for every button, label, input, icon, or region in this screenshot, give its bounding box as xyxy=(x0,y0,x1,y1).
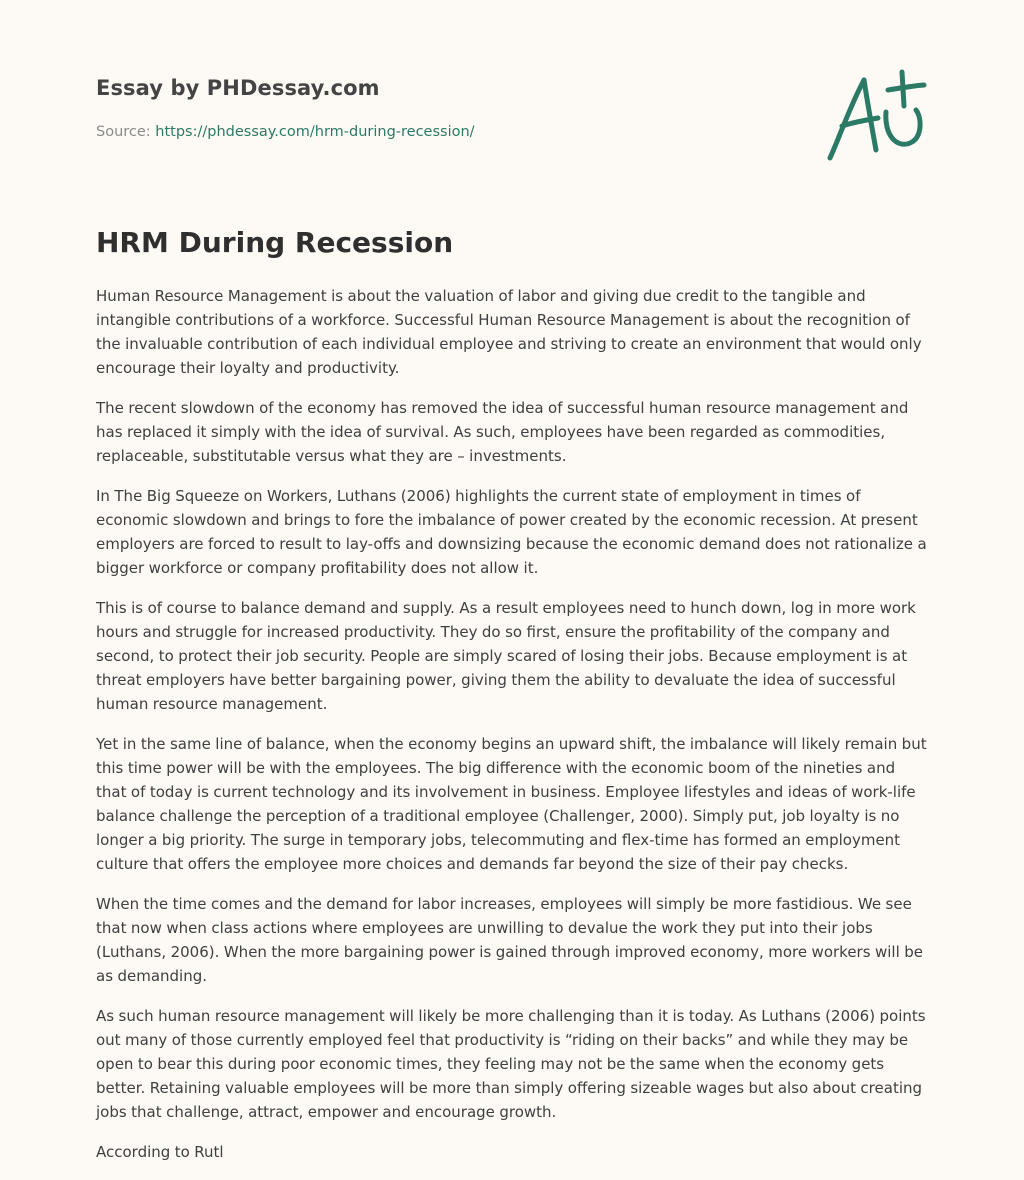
essay-paragraph: As such human resource management will likely be more challenging than it is today. As Luthans (2006) points out many of those currently employed feel that productivity is “riding on their backs” and while they may be open to bear this during poor economic times, they feeling may not be the same when the economy gets better. Retaining valuable employees will be more than simply offering sizeable wages but also about creating jobs that challenge, attract, empower and encourage growth. xyxy=(96,1007,926,1121)
essay-body xyxy=(96,284,928,1180)
essay-paragraph: Yet in the same line of balance, when the economy begins an upward shift, the imbalance will likely remain but this time power will be with the employees. The big difference with the economic boom of the nineties and that of today is current technology and its involvement in business. Employee lifestyles and ideas of work-life balance challenge the perception of a traditional employee (Challenger, 2000). Simply put, job loyalty is no longer a big priority. The surge in temporary jobs, telecommuting and flex-time has formed an employment culture that offers the employee more choices and demands far beyond the size of their pay checks. xyxy=(96,735,927,873)
essay-paragraph: According to Rutl xyxy=(96,1143,224,1161)
site-title: Essay by PHDessay.com xyxy=(96,76,380,100)
essay-paragraph: In The Big Squeeze on Workers, Luthans (2006) highlights the current state of employment in times of economic slowdown and brings to fore the imbalance of power created by the economic recession. At present employers are forced to result to lay-offs and downsizing because the economic demand does not rationalize a bigger workforce or company profitability does not allow it. xyxy=(96,487,927,577)
essay-paragraph: This is of course to balance demand and supply. As a result employees need to hunch down, log in more work hours and struggle for increased productivity. They do so first, ensure the profitability of the company and second, to protect their job security. People are simply scared of losing their jobs. Because employment is at threat employers have better bargaining power, giving them the ability to devaluate the idea of successful human resource management. xyxy=(96,599,916,713)
essay-paragraph: The recent slowdown of the economy has removed the idea of successful human resource management and has replaced it simply with the idea of survival. As such, employees have been regarded as commodities, replaceable, substitutable versus what they are – investments. xyxy=(96,399,909,465)
essay-title: HRM During Recession xyxy=(96,226,454,259)
source-line xyxy=(96,124,475,140)
essay-paragraph: When the time comes and the demand for labor increases, employees will simply be more fastidious. We see that now when class actions where employees are unwilling to devalue the work they put into their jobs (Luthans, 2006). When the more bargaining power is gained through improved economy, more workers will be as demanding. xyxy=(96,895,923,985)
a-plus-grade-icon xyxy=(820,66,930,166)
essay-paragraph: Human Resource Management is about the valuation of labor and giving due credit to the tangible and intangible contributions of a workforce. Successful Human Resource Management is about the recognition of the invaluable contribution of each individual employee and striving to create an environment that would only encourage their loyalty and productivity. xyxy=(96,287,922,377)
source-label: Source: xyxy=(96,124,156,140)
source-link[interactable]: https://phdessay.com/hrm-during-recession/ xyxy=(155,124,475,140)
